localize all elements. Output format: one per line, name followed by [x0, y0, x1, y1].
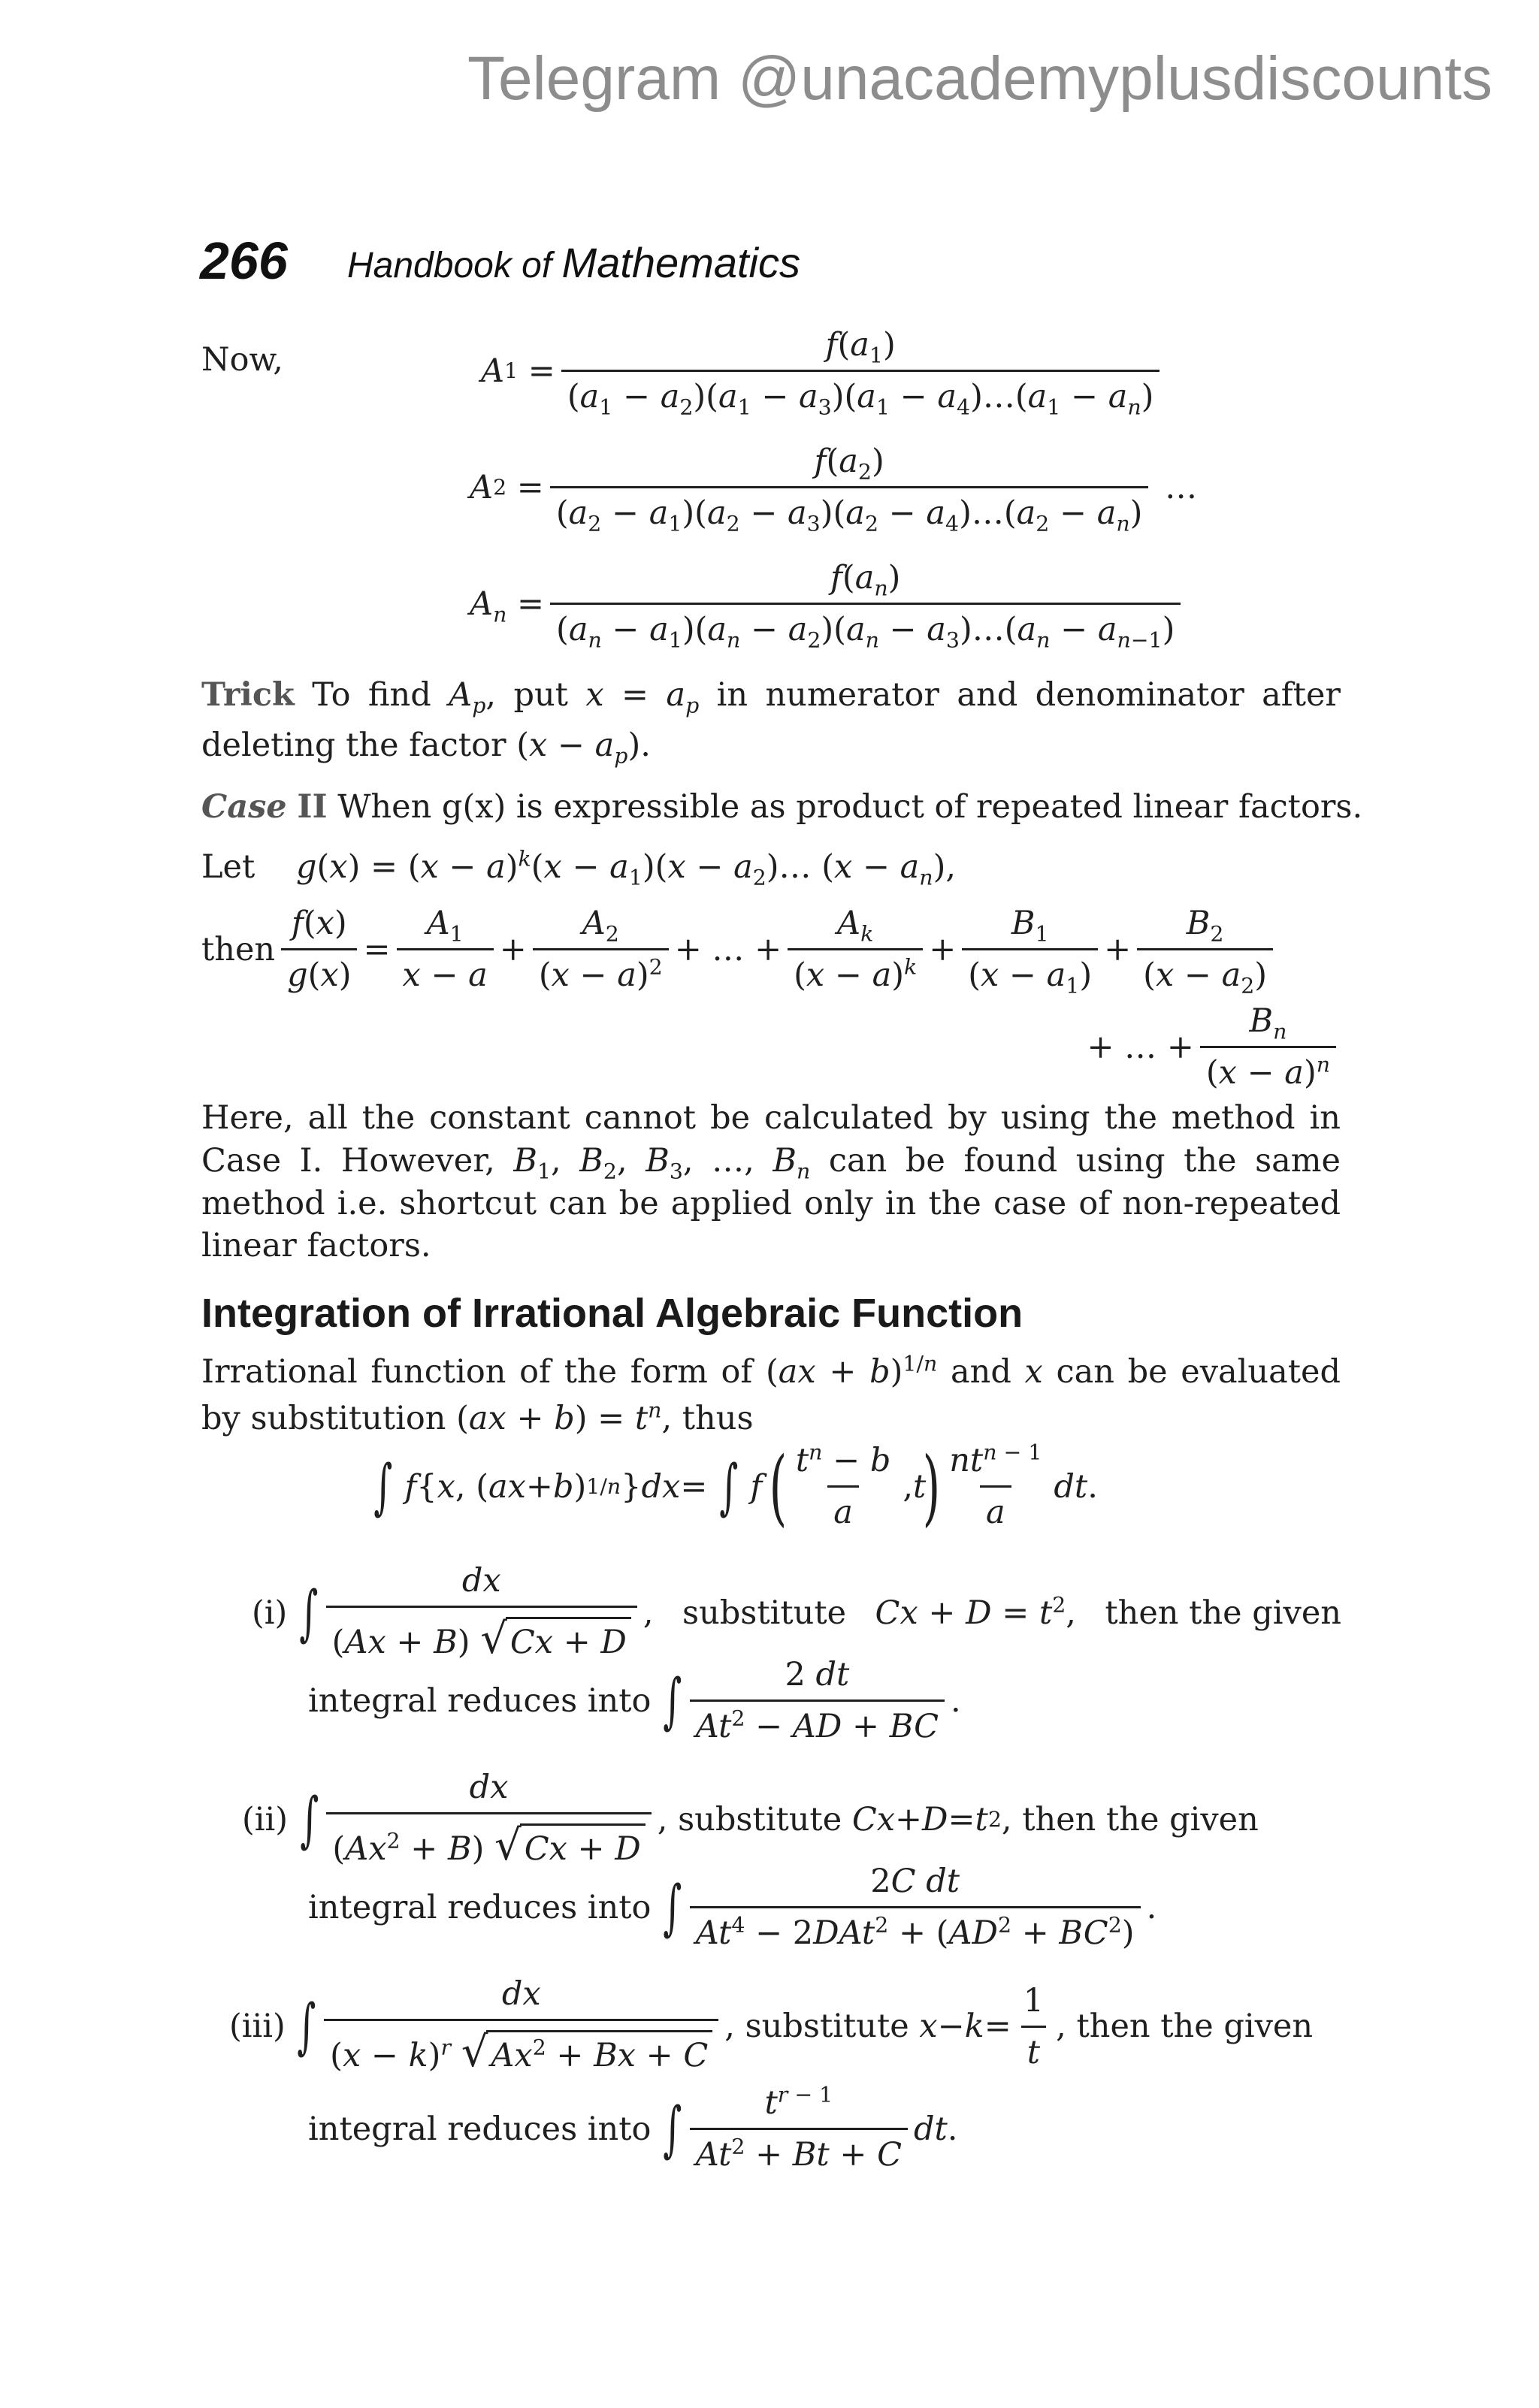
- case-ii-line: Case II When g(x) is expressible as product of repeated linear factors.: [201, 788, 1363, 826]
- watermark: Telegram @unacademyplusdiscounts: [467, 44, 1492, 113]
- case-i-paragraph: Here, all the constant cannot be calculated by using the method in Case I. However, $B_1$, $B_2$, $B_3$, …, $B_n$ can be found using the same method i.e. shortcut can be applied only in the case of non-repeated linear factors.: [201, 1099, 1341, 1265]
- item-i-line2: integral reduces into ∫ $\frac{2 dt}{At^2 - AD + BC}$ .: [308, 1653, 961, 1748]
- item-i-line1: (i) ∫ $\frac{dx}{(Ax + B) √Cx + D}$ , substitute $Cx + D = t^2$, then the given: [252, 1559, 1341, 1668]
- equation-a2: A 2 = $\frac{f(a_2)}{(a_2 - a_1)(a_2 - a_3)(a_2 - a_4)\dots(a_2 - a_n)}$ …: [470, 443, 1198, 536]
- book-prefix: Handbook of: [347, 246, 562, 286]
- trick-paragraph: Trick To find $A_p$, put $x = a_p$ in numerator and denominator after deleting the factor $(x - a_p)$.: [201, 676, 1341, 769]
- section-heading: Integration of Irrational Algebraic Function: [201, 1291, 1023, 1336]
- item-ii-line1: (ii) ∫ $\frac{dx}{(Ax^2 + B) √Cx + D}$ , substitute Cx + D = t 2 , then the given: [242, 1766, 1259, 1875]
- book-word: Mathematics: [561, 239, 800, 286]
- item-i-label: (i): [252, 1594, 288, 1633]
- irrational-intro: Irrational function of the form of (ax + b)$^{1/n}$ and x can be evaluated by substitution $(ax + b) = t^n$, thus: [201, 1351, 1341, 1438]
- partial-fraction-equation: then $\frac{f(x)}{g(x)}$ = $\frac{A_1}{x - a}$ + $\frac{A_2}{(x - a)^2}$ + … + $\frac{A_k}{(x - a)^k}$ + $\frac{B_1}{(x - a_1)}$ + $\frac{B_2}{(x - a_2)}$: [201, 902, 1279, 997]
- let-line: Let $g(x) = (x - a)^k(x - a_1)(x$ − $a_2)\dots$ $(x - a_n)$,: [201, 846, 957, 890]
- item-iii-line2: integral reduces into ∫ $\frac{t^{r - 1}}{At^2 + Bt + C}$ dt .: [308, 2081, 957, 2177]
- equation-an: $A_n$ = $\frac{f(a_n)}{(a_n - a_1)(a_n - a_2)(a_n - a_3)\dots(a_n - a_{n-1})}$: [470, 556, 1187, 651]
- running-header: [347, 234, 800, 292]
- equation-a1: A 1 = $\frac{f(a_1)}{(a_1 - a_2)(a_1 - a_3)(a_1 - a_4)\dots(a_1 - a_n)}$: [481, 323, 1166, 418]
- case-label: Case: [201, 788, 287, 826]
- substitution-integral: ∫ f { x , ( ax + b ) 1/n } dx = ∫ f ( $\frac{t^n - b}{a}$ , t ) $\frac{nt^{n - 1}}{a}$ dt .: [373, 1438, 1098, 1535]
- item-ii-line2: integral reduces into ∫ $\frac{\text{2C dt}}{At^4 - 2DAt^2 + (AD^2 + BC^2)}$ .: [308, 1860, 1157, 1955]
- item-iii-label: (iii): [229, 2008, 286, 2046]
- item-ii-label: (ii): [242, 1801, 289, 1839]
- partial-fraction-continued: + … + $\frac{B_n}{(x - a)^n}$: [1087, 999, 1342, 1095]
- now-label: Now,: [201, 341, 283, 379]
- item-iii-line1: (iii) ∫ $\frac{dx}{(x - k)^r √Ax^2 + Bx + C}$ , substitute x − k = $\frac{1}{t}$ , then the given: [229, 1972, 1313, 2081]
- trick-label: Trick: [201, 676, 295, 714]
- page-number: 266: [200, 231, 288, 290]
